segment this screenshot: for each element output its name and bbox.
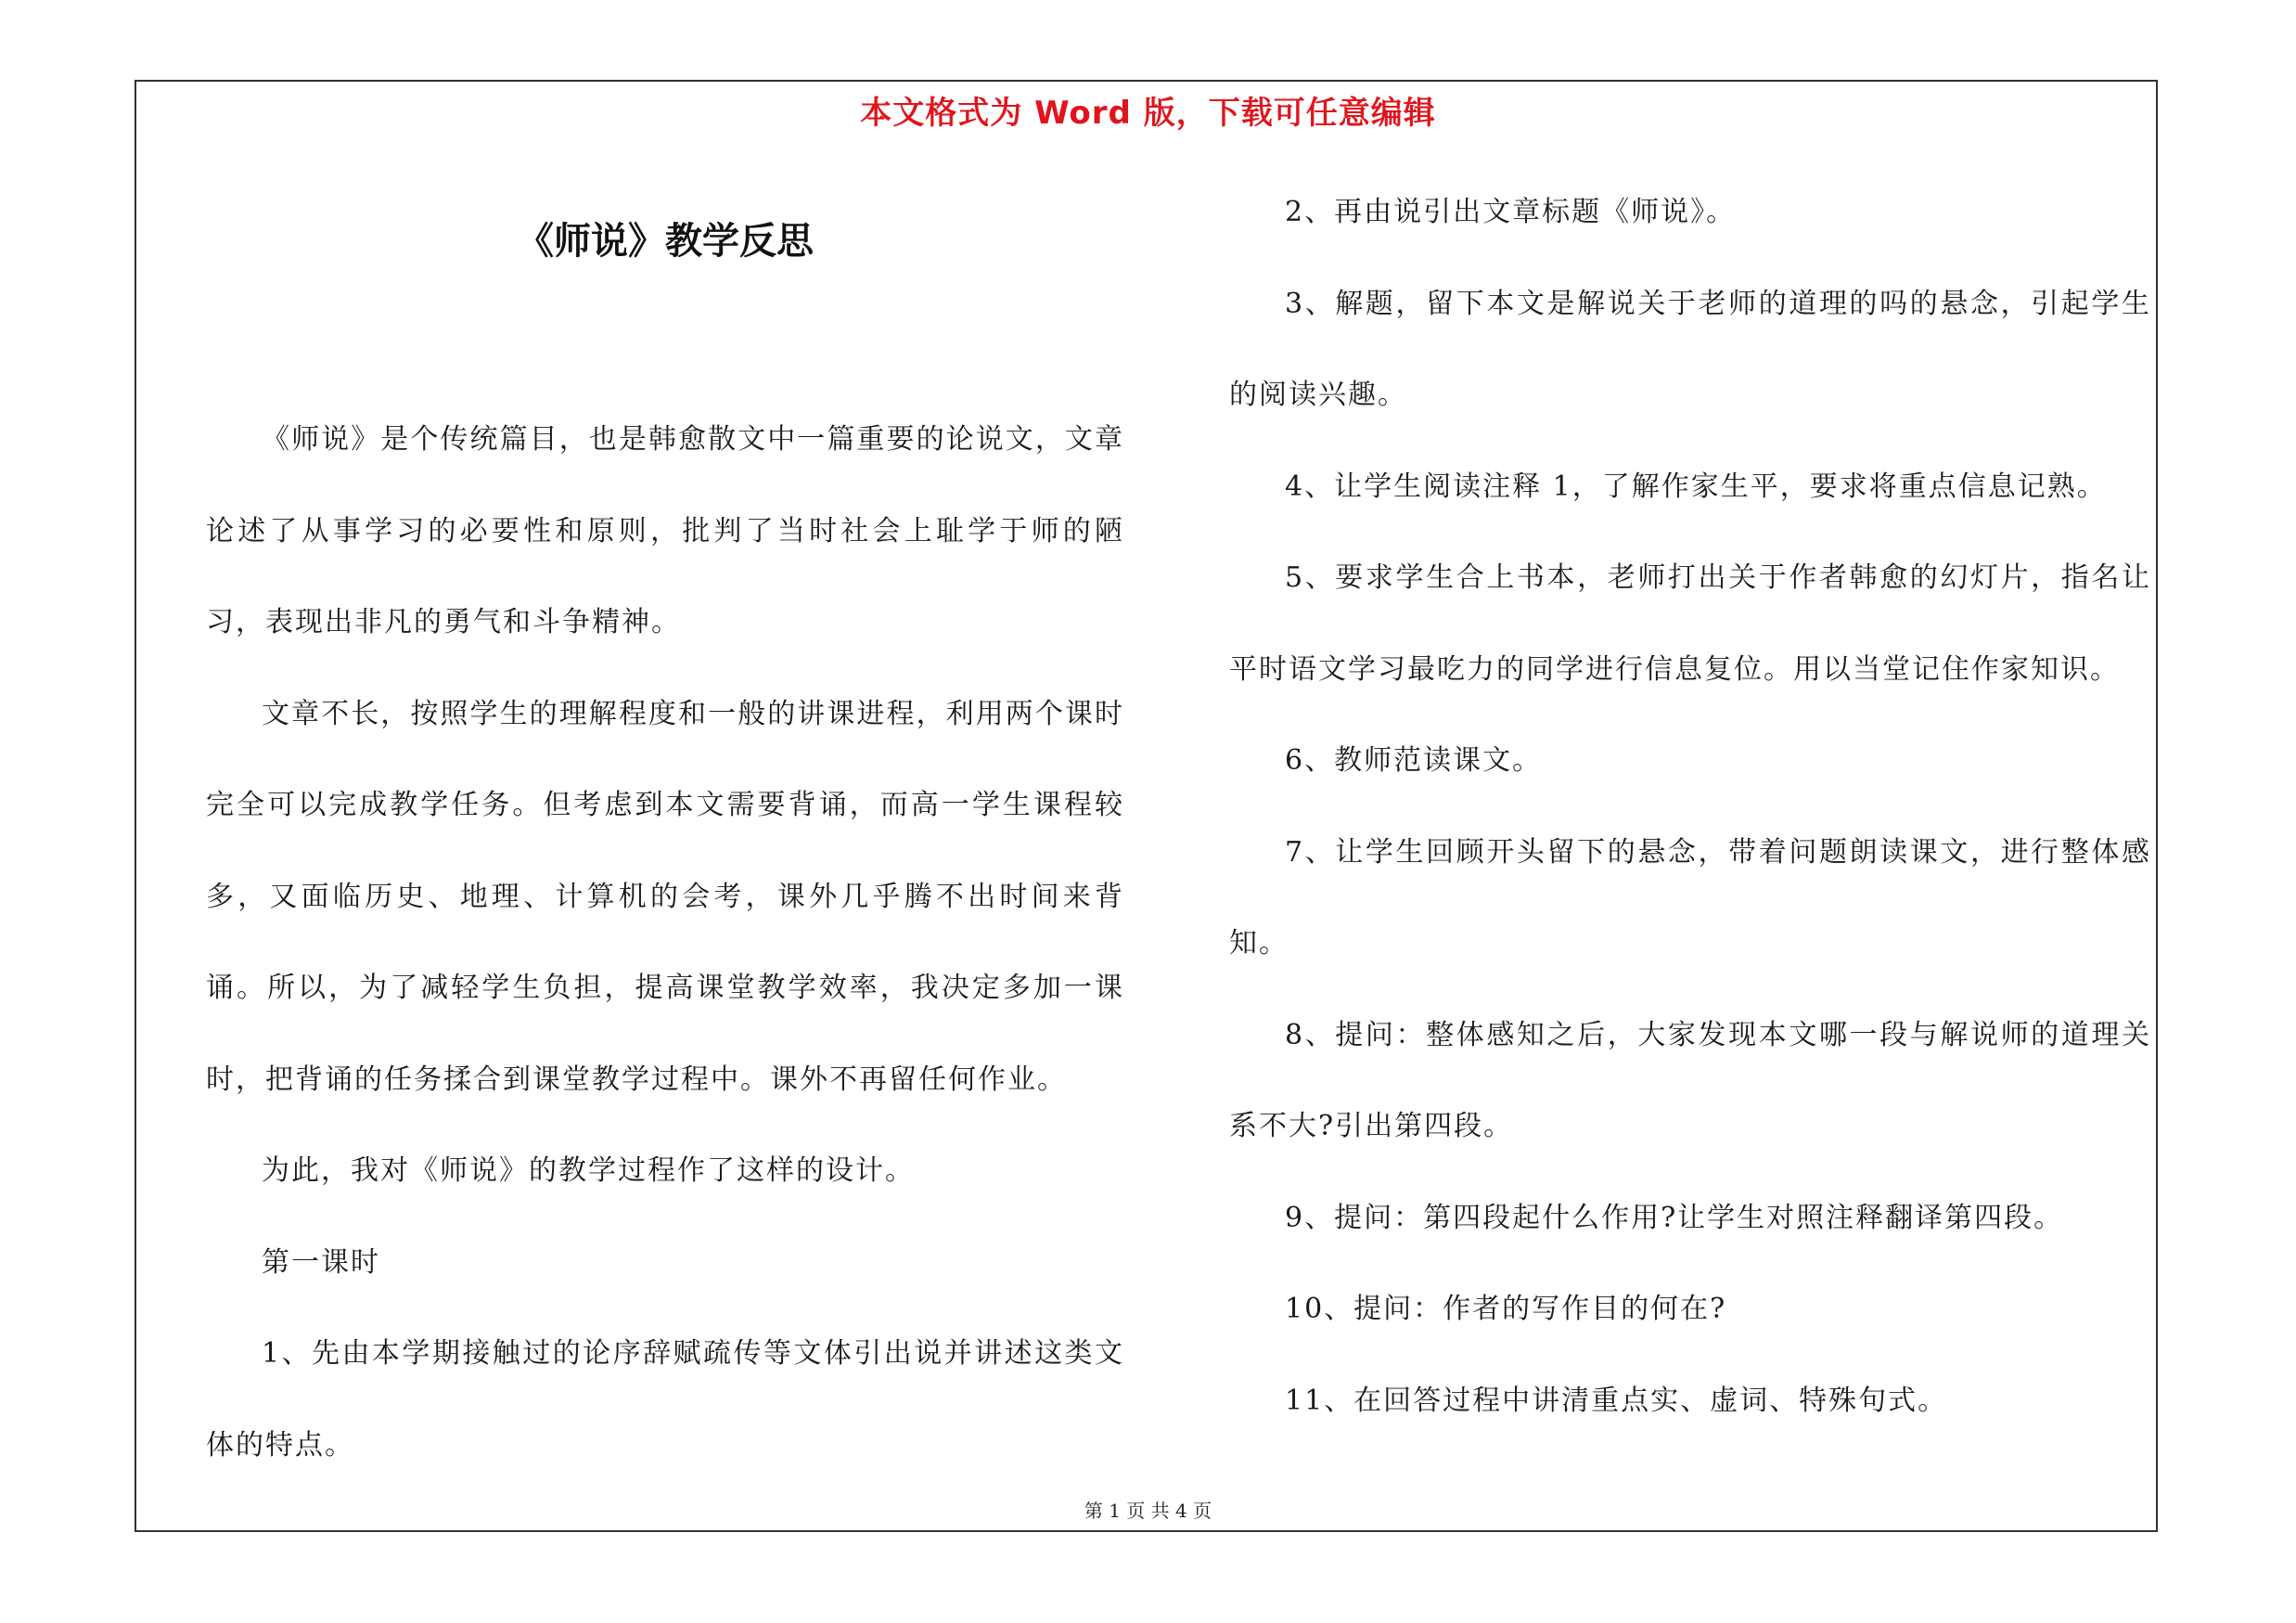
paragraph: 1、先由本学期接触过的论序辞赋疏传等文体引出说并讲述这类文体的特点。	[206, 1337, 1124, 1462]
paragraph: 《师说》是个传统篇目，也是韩愈散文中一篇重要的论说文，文章论述了从事学习的必要性和原则，批判了当时社会上耻学于师的陋习，表现出非凡的勇气和斗争精神。	[206, 423, 1124, 638]
document-title: 《师说》教学反思	[517, 219, 814, 263]
format-banner: 本文格式为 Word 版，下载可任意编辑	[860, 95, 1436, 132]
paragraph: 4、让学生阅读注释 1，了解作家生平，要求将重点信息记熟。	[1285, 470, 2107, 503]
paragraph: 3、解题，留下本文是解说关于老师的道理的吗的悬念，引起学生的阅读兴趣。	[1229, 287, 2151, 411]
paragraph: 11、在回答过程中讲清重点实、虚词、特殊句式。	[1285, 1384, 1948, 1417]
page-number: 第 1 页 共 4 页	[1084, 1500, 1212, 1522]
right-column	[1229, 167, 2151, 1447]
paragraph: 9、提问：第四段起什么作用?让学生对照注释翻译第四段。	[1285, 1201, 2064, 1234]
paragraph: 8、提问：整体感知之后，大家发现本文哪一段与解说师的道理关系不大?引出第四段。	[1229, 1018, 2151, 1142]
paragraph: 2、再由说引出文章标题《师说》。	[1285, 196, 1737, 228]
paragraph: 6、教师范读课文。	[1285, 744, 1543, 777]
paragraph: 5、要求学生合上书本，老师打出关于作者韩愈的幻灯片，指名让平时语文学习最吃力的同学进行信息复位。用以当堂记住作家知识。	[1229, 561, 2151, 686]
section-heading: 第一课时	[262, 1245, 380, 1279]
paragraph: 文章不长，按照学生的理解程度和一般的讲课进程，利用两个课时完全可以完成教学任务。但考虑到本文需要背诵，而高一学生课程较多，又面临历史、地理、计算机的会考，课外几乎腾不出时间来背诵。所以，为了减轻学生负担，提高课堂教学效率，我决定多加一课时，把背诵的任务揉合到课堂教学过程中。课外不再留任何作业。	[206, 697, 1124, 1096]
paragraph: 为此，我对《师说》的教学过程作了这样的设计。	[262, 1154, 915, 1187]
paragraph: 7、让学生回顾开头留下的悬念，带着问题朗读课文，进行整体感知。	[1229, 835, 2151, 960]
left-column	[206, 394, 1124, 1491]
paragraph: 10、提问：作者的写作目的何在?	[1285, 1293, 1727, 1325]
